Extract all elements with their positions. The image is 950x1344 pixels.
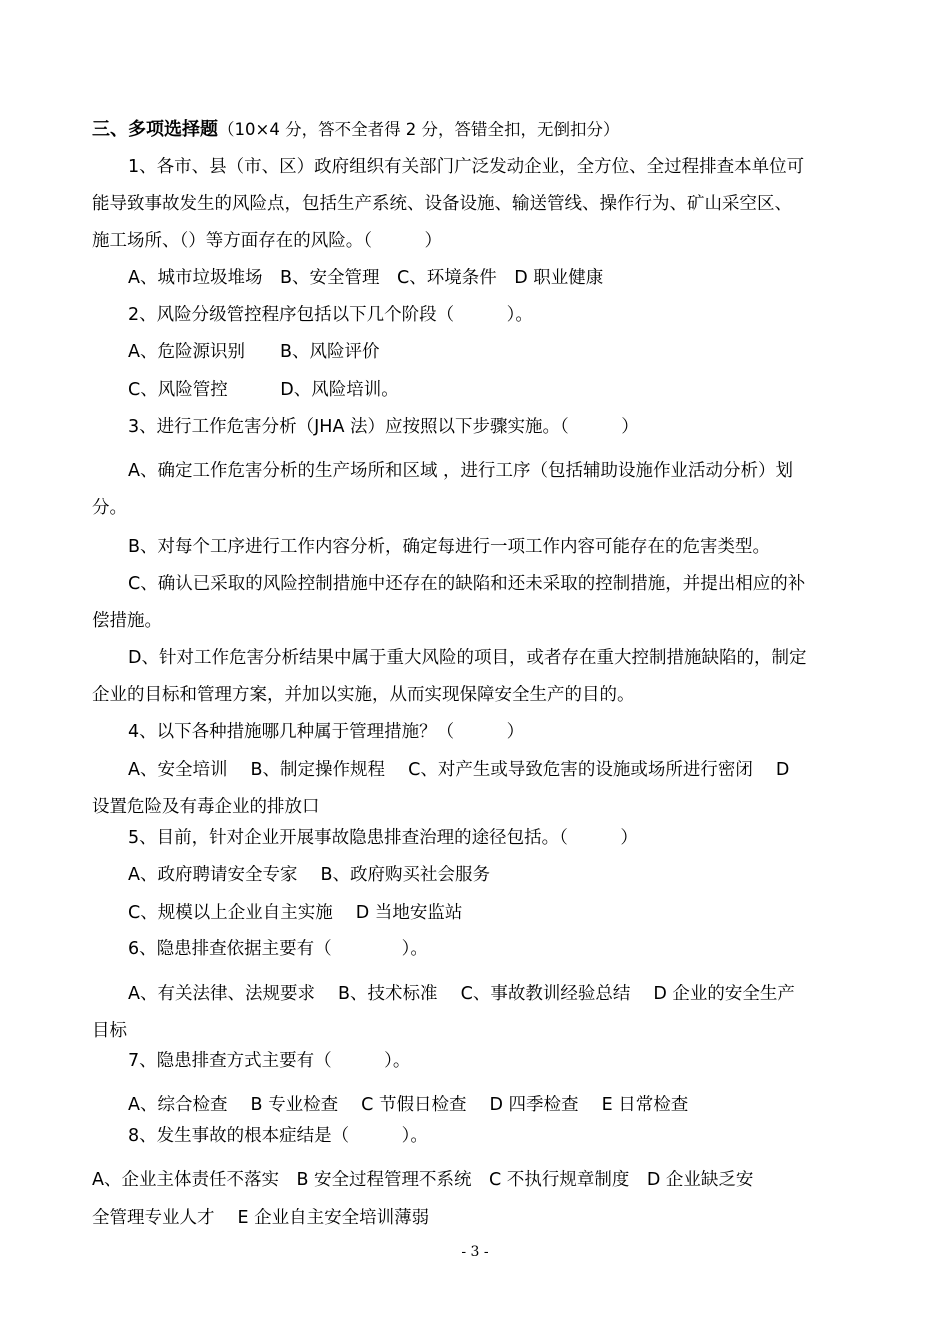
section-title: 三、多项选择题 [92,119,218,140]
q4-text: 4、以下各种措施哪几种属于管理措施？（ ） [128,722,525,742]
q6-text: 6、隐患排查依据主要有（ ）。 [128,939,428,959]
q3-option-a-line-2: 分。 [92,498,127,518]
q3-option-d-line-2: 企业的目标和管理方案，并加以实施，从而实现保障安全生产的目的。 [92,685,635,705]
q3-option-c-line-2: 偿措施。 [92,611,162,631]
section-scoring-note: （10×4 分，答不全者得 2 分，答错全扣，无倒扣分） [218,120,620,139]
q8-options-line-2: 全管理专业人才 E 企业自主安全培训薄弱 [92,1208,430,1228]
q3-option-c-line-1: C、确认已采取的风险控制措施中还存在的缺陷和还未采取的控制措施，并提出相应的补 [128,574,806,594]
q1-text-line-3: 施工场所、（）等方面存在的风险。（ ） [92,231,442,251]
q6-options-line-2: 目标 [92,1021,127,1041]
page-number: - 3 - [461,1244,489,1260]
section-heading [92,118,862,142]
q3-option-b: B、对每个工序进行工作内容分析，确定每进行一项工作内容可能存在的危害类型。 [128,537,771,557]
q3-text: 3、进行工作危害分析（JHA 法）应按照以下步骤实施。（ ） [128,417,639,437]
q8-options-line-1: A、企业主体责任不落实 B 安全过程管理不系统 C 不执行规章制度 D 企业缺乏安 [92,1170,754,1190]
q4-options-line-2: 设置危险及有毒企业的排放口 [92,797,320,817]
q2-text: 2、风险分级管控程序包括以下几个阶段（ ）。 [128,305,533,325]
q6-options-line-1: A、有关法律、法规要求 B、技术标准 C、事故教训经验总结 D 企业的安全生产 [128,984,795,1004]
q1-options: A、城市垃圾堆场 B、安全管理 C、环境条件 D 职业健康 [128,268,604,288]
q5-options-line-2: C、规模以上企业自主实施 D 当地安监站 [128,903,463,923]
q2-options-line-1: A、危险源识别 B、风险评价 [128,342,380,362]
q8-text: 8、发生事故的根本症结是（ ）。 [128,1126,428,1146]
q1-text-line-2: 能导致事故发生的风险点，包括生产系统、设备设施、输送管线、操作行为、矿山采空区、 [92,194,792,214]
q5-options-line-1: A、政府聘请安全专家 B、政府购买社会服务 [128,865,491,885]
q7-text: 7、隐患排查方式主要有（ ）。 [128,1051,411,1071]
q4-options-line-1: A、安全培训 B、制定操作规程 C、对产生或导致危害的设施或场所进行密闭 D [128,760,790,780]
q5-text: 5、目前，针对企业开展事故隐患排查治理的途径包括。（ ） [128,828,638,848]
q3-option-a-line-1: A、确定工作危害分析的生产场所和区域 ，进行工序（包括辅助设施作业活动分析）划 [128,461,794,481]
q1-text-line-1: 1、各市、县（市、区）政府组织有关部门广泛发动企业，全方位、全过程排查本单位可 [128,157,805,177]
q2-options-line-2: C、风险管控 D、风险培训。 [128,380,399,400]
q3-option-d-line-1: D、针对工作危害分析结果中属于重大风险的项目，或者存在重大控制措施缺陷的，制定 [128,648,807,668]
q7-options: A、综合检查 B 专业检查 C 节假日检查 D 四季检查 E 日常检查 [128,1095,689,1115]
